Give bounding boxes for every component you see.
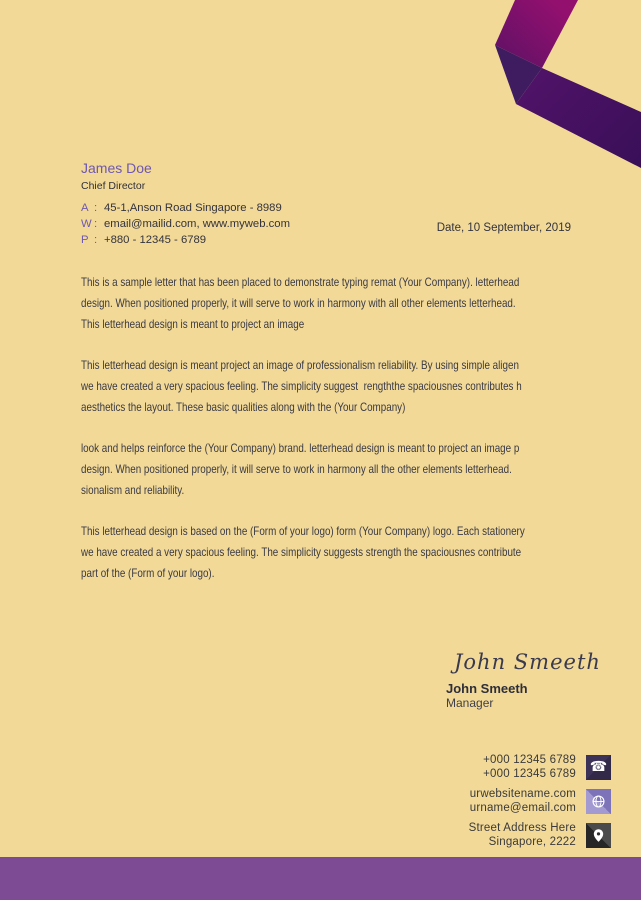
ribbon-upper-band: [495, 0, 578, 68]
ribbon-lower-band: [516, 68, 641, 168]
signatory-name: John Smeeth: [446, 681, 528, 696]
body-line: look and helps reinforce the (Your Company) brand. letterhead design is meant to project an image p: [81, 441, 520, 455]
footer-web-row: [469, 787, 611, 815]
sender-web: email@mailid.com, www.myweb.com: [104, 218, 290, 230]
letter-body: [81, 272, 525, 604]
date-line: Date, 10 September, 2019: [436, 222, 571, 234]
footer-city: Singapore, 2222: [488, 836, 576, 848]
sender-title: Chief Director: [81, 180, 146, 192]
ribbon-fold: [495, 45, 542, 104]
footer-contact-block: [469, 753, 611, 855]
body-line: we have created a very spacious feeling. The simplicity suggests strength the spaciousnes contribute: [81, 545, 522, 559]
footer-phone-row: [469, 753, 611, 781]
sender-name: James Doe: [81, 160, 152, 176]
globe-icon: [586, 789, 611, 814]
body-line: This letterhead design is based on the (Form of your logo) form (Your Company) logo. Each stationery: [81, 524, 525, 538]
body-line: design. When positioned properly, it will serve to work in harmony all the other elements letterhead.: [81, 462, 512, 476]
footer-street: Street Address Here: [468, 822, 576, 834]
address-label: A: [81, 202, 89, 214]
footer-address-row: [469, 821, 611, 849]
body-paragraph: [81, 521, 525, 584]
sender-phone-row: [81, 232, 290, 248]
footer-phone-1: +000 12345 6789: [483, 754, 576, 766]
body-paragraph: [81, 272, 525, 335]
footer-phone-2: +000 12345 6789: [483, 768, 576, 780]
sender-address: 45-1,Anson Road Singapore - 8989: [104, 202, 282, 214]
sender-address-row: [81, 200, 290, 216]
body-line: aesthetics the layout. These basic qualities along with the (Your Company): [81, 400, 406, 414]
body-line: we have created a very spacious feeling. The simplicity suggest rengththe spaciousnes contributes h: [81, 379, 522, 393]
signature-block: [446, 650, 601, 710]
phone-colon: :: [94, 234, 98, 246]
sender-phone: +880 - 12345 - 6789: [104, 234, 207, 246]
body-line: This is a sample letter that has been placed to demonstrate typing remat (Your Company). letterhead: [81, 275, 520, 289]
signature-script: John Smeeth: [454, 650, 601, 674]
body-line: design. When positioned properly, it will serve to work in harmony with all other elements letterhead.: [81, 296, 516, 310]
body-paragraph: [81, 438, 525, 501]
phone-label: P: [81, 234, 89, 246]
phone-icon: ☎: [586, 755, 611, 780]
body-line: This letterhead design is meant to project an image: [81, 317, 305, 331]
address-colon: :: [94, 202, 98, 214]
location-pin-icon: [586, 823, 611, 848]
web-label: W: [81, 218, 92, 230]
footer-website: urwebsitename.com: [469, 788, 576, 800]
sender-block: [81, 160, 290, 248]
body-line: sionalism and reliability.: [81, 483, 185, 497]
signatory-role: Manager: [446, 696, 494, 710]
bottom-bar: [0, 857, 641, 900]
web-colon: :: [94, 218, 98, 230]
body-paragraph: [81, 355, 525, 418]
body-line: part of the (Form of your logo).: [81, 566, 215, 580]
body-line: This letterhead design is meant project an image of professionalism reliability. By using simple aligen: [81, 358, 519, 372]
footer-email: urname@email.com: [469, 802, 576, 814]
